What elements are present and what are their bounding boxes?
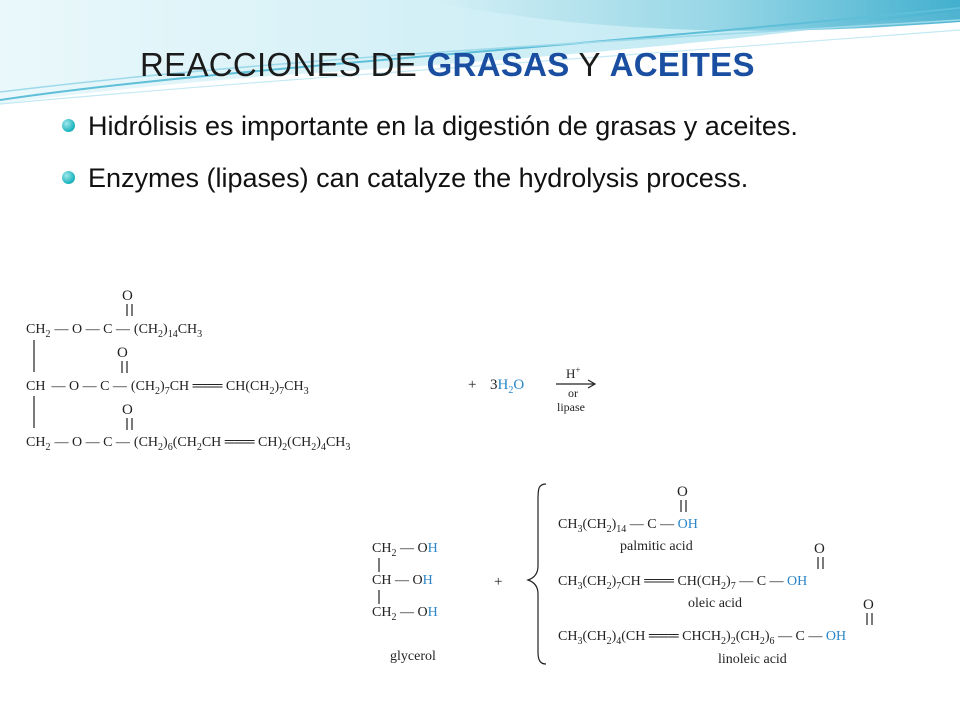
reaction-arrow xyxy=(556,365,595,414)
glycerol-row-1: $CH_2$ — OH xyxy=(372,541,438,559)
triglyceride-row-3: $CH_2$ — O — C — $(CH_2)_6(CH_2CH$ ═══ $CH)_2(CH_2)_4CH_3$ xyxy=(26,435,351,453)
plus-sign: + xyxy=(494,574,503,590)
linoleic-acid-label: linoleic acid xyxy=(718,652,787,667)
triglyceride-row-2: CH — O — C — $(CH_2)_7CH$ ═══ $CH(CH_2)_7CH_3$ xyxy=(26,379,309,397)
arrow-catalyst-lipase: lipase xyxy=(557,400,585,414)
glycerol-row-2: CH — OH xyxy=(372,573,433,588)
oleic-acid-formula: $CH_3(CH_2)_7CH$ ═══ $CH(CH_2)_7$ — C — OH xyxy=(558,574,808,592)
product-brace xyxy=(528,484,546,664)
plus-sign: + xyxy=(468,377,477,393)
glycerol-row-3: $CH_2$ — OH xyxy=(372,605,438,623)
carbonyl-oxygen: O xyxy=(863,597,874,613)
bullet-text: Hidrólisis es importante en la digestión de grasas y aceites. xyxy=(88,111,798,141)
arrow-or-label: or xyxy=(568,386,578,400)
carbonyl-oxygen: O xyxy=(117,345,128,361)
water-formula: $3H_2O$ xyxy=(490,377,525,396)
oleic-acid-label: oleic acid xyxy=(688,596,743,611)
triglyceride-row-1: $CH_2$ — O — C — $(CH_2)_{14}CH_3$ xyxy=(26,322,203,340)
carbonyl-oxygen: O xyxy=(814,541,825,557)
water-reagent xyxy=(468,377,524,396)
page-title: REACCIONES DE GRASAS Y ACEITES xyxy=(140,46,755,83)
carbonyl-oxygen: O xyxy=(122,402,133,418)
triglyceride-structure xyxy=(26,288,350,453)
palmitic-acid-formula: $CH_3(CH_2)_{14}$ — C — OH xyxy=(558,517,698,535)
carbonyl-oxygen: O xyxy=(677,484,688,500)
linoleic-acid-formula: $CH_3(CH_2)_4(CH$ ═══ $CHCH_2)_2(CH_2)_6$ — C — OH xyxy=(558,629,847,647)
carbonyl-oxygen: O xyxy=(122,288,133,304)
bullet-text: Enzymes (lipases) can catalyze the hydrolysis process. xyxy=(88,163,749,193)
glycerol-structure xyxy=(372,541,438,664)
fatty-acids xyxy=(558,484,874,667)
glycerol-label: glycerol xyxy=(390,649,436,664)
arrow-catalyst-acid: H+ xyxy=(566,365,581,381)
palmitic-acid-label: palmitic acid xyxy=(620,539,693,554)
